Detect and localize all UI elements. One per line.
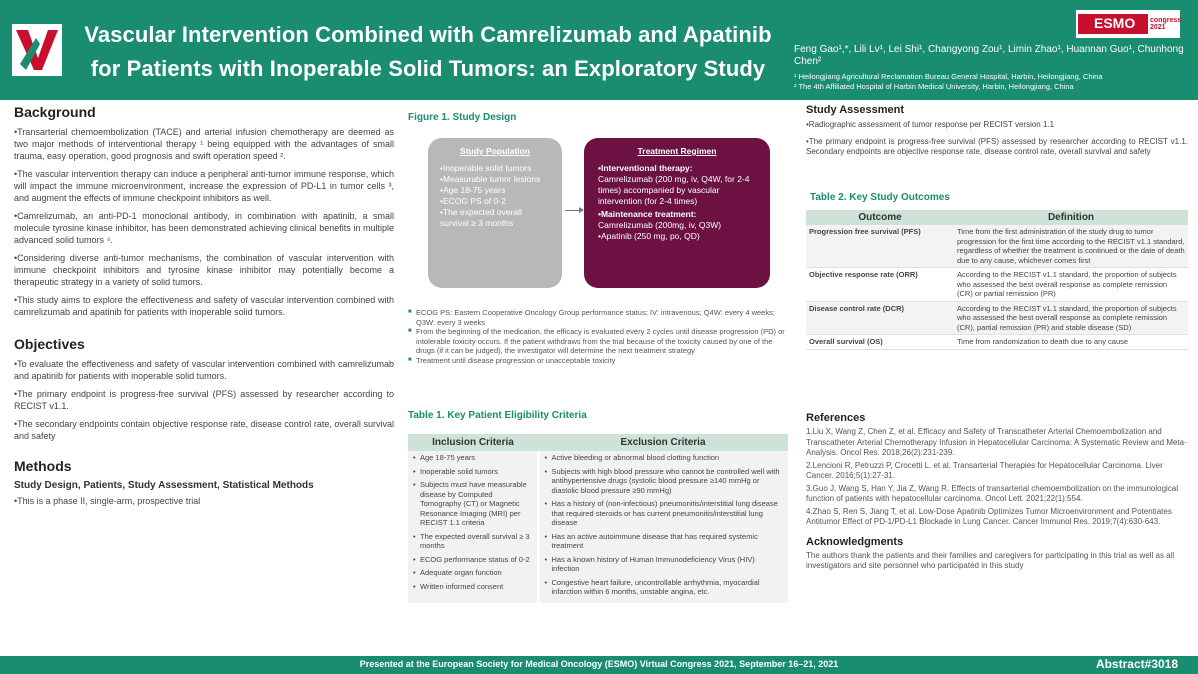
- reference-item: 1.Liu X, Wang Z, Chen Z, et al. Efficacy and Safety of Transcatheter Arterial Chemoembolization and Transcatheter Arterial Chemotherapy Infusion in Hepatocellular Carcinoma: A Systematic Review and Meta-Analysis. Oncol Res. 2018;26(2):231-239.: [806, 427, 1187, 457]
- objectives-paragraph: •The secondary endpoints contain objective response rate, disease control rate, overall survival and safety: [14, 419, 394, 441]
- footer-text: Presented at the European Society for Medical Oncology (ESMO) Virtual Congress 2021, September 16–21, 2021: [359, 659, 839, 669]
- population-title: Study Population: [460, 146, 530, 156]
- exclusion-item: • Subjects with high blood pressure who cannot be controlled well with antihypertensive drugs (systolic blood pressure ≥140 mmHg or diastolic blood pressure ≥90 mmHg): [544, 467, 785, 496]
- esmo-label: ESMO: [1094, 15, 1136, 31]
- study-population-box: [428, 138, 562, 288]
- flow-arrow-icon: [565, 210, 583, 211]
- inclusion-item: • Inoperable solid tumors: [412, 467, 533, 477]
- background-paragraph: •Considering diverse anti-tumor mechanisms, the combination of vascular intervention with immune checkpoint inhibitors and tyrosine kinase inhibitor may potentially become a therapeutic strategy in a variety of solid tumors.: [14, 253, 394, 287]
- definition-header: Definition: [954, 210, 1188, 225]
- methods-paragraph: •This is a phase II, single-arm, prospective trial: [14, 496, 201, 506]
- regimen-item: •Interventional therapy:: [598, 163, 693, 173]
- definition-cell: Time from randomization to death due to any cause: [954, 335, 1188, 350]
- definition-cell: According to the RECIST v1.1 standard, the proportion of subjects who assessed the best overall response as complete remission (CR), partial remission (PR) and stable disease (SD): [954, 301, 1188, 335]
- inclusion-item: • The expected overall survival ≥ 3 months: [412, 532, 533, 551]
- authors: Feng Gao¹,*, Lili Lv¹, Lei Shi¹, Changyong Zou¹, Limin Zhao¹, Huannan Guo¹, Chunhong Chen²: [794, 44, 1184, 67]
- outcomes-table: [806, 210, 1188, 350]
- definition-cell: According to the RECIST v1.1 standard, the proportion of subjects who assessed the best overall response as complete remission (CR) or partial remission (PR): [954, 268, 1188, 302]
- regimen-item: •Apatinib (250 mg, po, QD): [598, 231, 700, 241]
- population-item: •ECOG PS of 0-2: [440, 196, 506, 206]
- population-item: •Age 18-75 years: [440, 185, 506, 195]
- regimen-item: •Maintenance treatment:: [598, 209, 697, 219]
- figure1-caption: Figure 1. Study Design: [408, 112, 517, 123]
- methods-heading: Methods: [14, 458, 72, 474]
- study-assessment-paragraph: •The primary endpoint is progress-free survival (PFS) assessed by researcher according to RECIST v1.1. Secondary endpoints are objective response rate, disease control rate, overall survival and safety: [806, 136, 1188, 156]
- background-paragraph: •Camrelizumab, an anti-PD-1 monoclonal antibody, in combination with apatinib, a small molecule tyrosine kinase inhibitor, has been demonstrated achieving clinical benefits in multiple advanced solid tumors ⁴.: [14, 211, 394, 245]
- poster-header: [0, 0, 1198, 100]
- references-list: [806, 427, 1188, 528]
- background-paragraph: •This study aims to explore the effectiveness and safety of vascular intervention combined with camrelizumab and apatinib for patients with inoperable solid tumors.: [14, 295, 394, 317]
- references-section: [806, 412, 1188, 572]
- population-item: •The expected overall survival ≥ 3 months: [440, 207, 522, 228]
- regimen-item: Camrelizumab (200 mg, iv, Q4W, for 2-4 times) accompanied by vascular intervention (for 2-4 times): [598, 174, 750, 206]
- exclusion-item: • Has a history of (non-infectious) pneumonitis/interstitial lung disease that required steroids or has current pneumonitis/interstitial lung disease: [544, 499, 785, 528]
- table-row: [806, 335, 1188, 350]
- affiliation-2: ² The 4th Affiliated Hospital of Harbin Medical University, Harbin, Heilongjiang, China: [794, 81, 1074, 91]
- inclusion-header: Inclusion Criteria: [408, 434, 538, 451]
- title-line-1: Vascular Intervention Combined with Camrelizumab and Apatinib: [84, 22, 772, 47]
- background-section: [14, 126, 394, 318]
- table1-caption: Table 1. Key Patient Eligibility Criteria: [408, 410, 587, 421]
- poster-title: [72, 18, 784, 86]
- outcome-header: Outcome: [806, 210, 954, 225]
- column-left: [14, 104, 394, 507]
- affiliation-1: ¹ Heilongjiang Agricultural Reclamation Bureau General Hospital, Harbin, Heilongjiang, China: [794, 72, 1103, 81]
- outcome-cell: Disease control rate (DCR): [806, 301, 954, 335]
- background-paragraph: •The vascular intervention therapy can induce a peripheral anti-tumor immune response, which will impact the immune microenvironment, increase the expression of PD-L1 in tumor cells ³, and augment the effects of immune checkpoint inhibitors as well.: [14, 169, 394, 203]
- population-item: •Inoperable solid tumors: [440, 163, 532, 173]
- outcome-cell: Objective response rate (ORR): [806, 268, 954, 302]
- exclusion-item: • Has a known history of Human Immunodeficiency Virus (HIV) infection: [544, 555, 785, 574]
- title-line-2: for Patients with Inoperable Solid Tumors: an Exploratory Study: [90, 56, 766, 81]
- esmo-logo: [1076, 10, 1180, 38]
- outcome-cell: Progression free survival (PFS): [806, 225, 954, 268]
- column-middle: [408, 104, 788, 652]
- logo-v-icon: [12, 24, 62, 76]
- acknowledgments-text: The authors thank the patients and their families and caregivers for participating in this trial as well as all investigators and site personnel who participated in this study: [806, 550, 1175, 570]
- esmo-sub: congress 2021: [1150, 17, 1182, 31]
- inclusion-cell: [408, 451, 538, 603]
- objectives-paragraph: •The primary endpoint is progress-free survival (PFS) assessed by researcher according to RECIST v1.1.: [14, 389, 394, 411]
- study-assessment-paragraph: •Radiographic assessment of tumor response per RECIST version 1.1: [806, 120, 1055, 129]
- exclusion-item: • Has an active autoimmune disease that has required systemic treatment: [544, 532, 785, 551]
- figure-note: ■ From the beginning of the medication, the efficacy is evaluated every 2 cycles until disease progression (PD) or intolerable toxicity occurs. If the patient withdraws from the trial because of the toxicity caused by one of the drugs (if it can be judged), the investigator will determine the next treatment strategy: [408, 327, 788, 356]
- objectives-heading: Objectives: [14, 336, 85, 352]
- inclusion-item: • Age 18-75 years: [412, 453, 533, 463]
- treatment-regimen-box: [584, 138, 770, 288]
- background-paragraph: •Transarterial chemoembolization (TACE) and arterial infusion chemotherapy are deemed as two major methods of interventional therapy ¹ being equipped with the advantages of small trauma, easy operation, good prognosis and swift operation speed ².: [14, 127, 394, 161]
- exclusion-header: Exclusion Criteria: [538, 434, 788, 451]
- reference-item: 4.Zhao S, Ren S, Jiang T, et al. Low-Dose Apatinib Optimizes Tumor Microenvironment and Potentiates Antitumor Effect of PD-1/PD-L1 Blockade in Lung Cancer. Cancer Immunol Res. 2019;7(4):630-643.: [806, 506, 1172, 526]
- inclusion-item: • Written informed consent: [412, 582, 533, 592]
- table-row: [806, 225, 1188, 268]
- column-right: [806, 104, 1188, 652]
- affiliations: [794, 72, 1190, 91]
- objectives-section: [14, 358, 394, 442]
- table2-caption: Table 2. Key Study Outcomes: [810, 192, 950, 203]
- inclusion-item: • Subjects must have measurable disease by Computed Tomography (CT) or Magnetic Resonance Imaging (MRI) per RECIST 1.1 criteria: [412, 480, 533, 528]
- background-heading: Background: [14, 104, 96, 120]
- table-row: [806, 301, 1188, 335]
- eligibility-table: [408, 434, 788, 603]
- inclusion-item: • Adequate organ function: [412, 568, 533, 578]
- reference-item: 2.Lencioni R, Petruzzi P, Crocetti L. et al. Transarterial Therapies for Hepatocellular Carcinoma. Liver Cancer. 2016;5(1):27-31.: [806, 460, 1163, 480]
- outcome-cell: Overall survival (OS): [806, 335, 954, 350]
- population-item: •Measurable tumor lesions: [440, 174, 541, 184]
- methods-subheading: Study Design, Patients, Study Assessment, Statistical Methods: [14, 480, 314, 491]
- figure1-notes: [408, 308, 788, 365]
- regimen-item: Camrelizumab (200mg, iv, Q3W): [598, 220, 722, 230]
- abstract-number: Abstract#3018: [1095, 657, 1178, 671]
- definition-cell: Time from the first administration of the study drug to tumor progression for the first time according to the RECIST v1.1 standard, regardless of whether the treatment is continued or the date of death due to any cause, whichever comes first: [954, 225, 1188, 268]
- study-assessment-heading: Study Assessment: [806, 104, 905, 116]
- objectives-paragraph: •To evaluate the effectiveness and safety of vascular intervention combined with camrelizumab and apatinib for patients with inoperable solid tumors.: [14, 359, 394, 381]
- figure-note: ■ ECOG PS: Eastern Cooperative Oncology Group performance status; IV: intravenous; Q4W: every 4 weeks; Q3W: every 3 weeks: [408, 308, 788, 327]
- regimen-title: Treatment Regimen: [637, 146, 717, 156]
- table-row: [806, 268, 1188, 302]
- exclusion-item: • Active bleeding or abnormal blood clotting function: [544, 453, 785, 463]
- inclusion-item: • ECOG performance status of 0-2: [412, 555, 533, 565]
- references-heading: References: [806, 412, 866, 424]
- figure-note: ■ Treatment until disease progression or unacceptable toxicity: [408, 356, 788, 366]
- exclusion-cell: [538, 451, 788, 603]
- institution-logo: [12, 24, 62, 76]
- poster-footer: [0, 656, 1198, 674]
- exclusion-item: • Congestive heart failure, uncontrollable arrhythmia, myocardial infarction within 6 months, unstable angina, etc.: [544, 578, 785, 597]
- acknowledgments-heading: Acknowledgments: [806, 535, 904, 548]
- reference-item: 3.Guo J, Wang S, Han Y, Jia Z, Wang R. Effects of transarterial chemoembolization on the immunological function of patients with hepatocellular carcinoma. Oncol Lett. 2021;22(1):554.: [806, 483, 1179, 503]
